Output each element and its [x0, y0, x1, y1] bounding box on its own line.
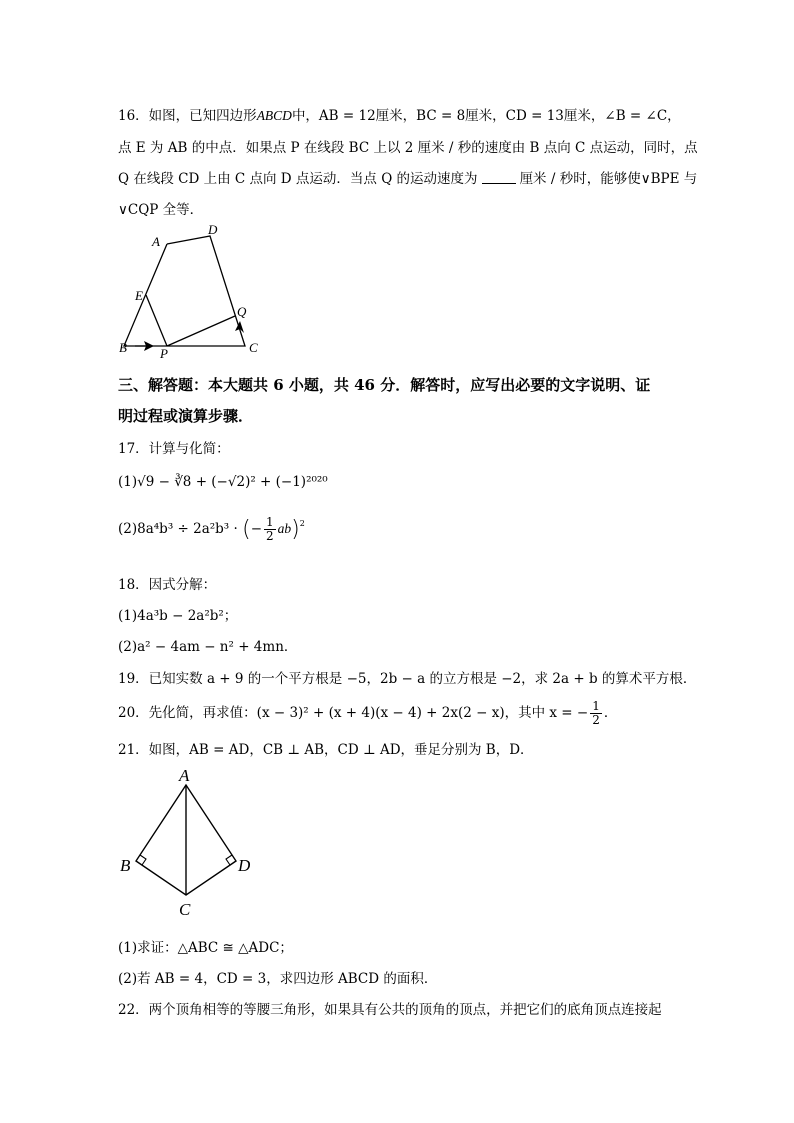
label-c: C: [249, 340, 258, 355]
q21-part2: (2)若 AB = 4，CD = 3，求四边形 ABCD 的面积．: [118, 971, 438, 987]
q17-title: 17．计算与化简：: [118, 441, 230, 457]
q20-line: [118, 700, 617, 727]
q20-end: ．: [603, 705, 618, 721]
label-c: C: [179, 900, 191, 919]
q20-frac-num: 1: [592, 699, 600, 713]
section3-heading-line1: 三、解答题：本大题共 6 小题，共 46 分．解答时，应写出必要的文字说明、证: [118, 376, 651, 394]
q17-frac-den: 2: [266, 529, 274, 543]
answer-blank: [482, 173, 516, 184]
q16-line3-a: Q 在线段 CD 上由 C 点向 D 点运动．当点 Q 的运动速度为: [118, 171, 478, 187]
q21-figure: [112, 765, 262, 920]
segment-pq: [167, 316, 235, 346]
arrow-b-to-p: [135, 341, 154, 351]
q16-line4: ∨CQP 全等．: [118, 202, 204, 218]
q18-part1: (1)4a³b − 2a²b²；: [118, 608, 238, 624]
q17-frac-num: 1: [266, 515, 274, 529]
q16-line1-rest: 中，AB = 12厘米，BC = 8厘米，CD = 13厘米，∠B = ∠C，: [291, 108, 681, 124]
q17-part2-b: ab: [277, 521, 292, 536]
q18-title: 18．因式分解：: [118, 577, 217, 593]
q16-line1-abcd: ABCD: [256, 108, 292, 123]
label-a: A: [152, 234, 160, 249]
paren-open: (: [242, 517, 251, 542]
q16-figure: [110, 222, 270, 360]
label-b: B: [119, 340, 127, 355]
q19-text: 19．已知实数 a + 9 的一个平方根是 −5，2b − a 的立方根是 −2，求 2a + b 的算术平方根．: [118, 671, 697, 687]
label-q: Q: [237, 304, 247, 319]
q22-text: 22．两个顶角相等的等腰三角形，如果具有公共的顶角的顶点，并把它们的底角顶点连接起: [118, 1002, 662, 1018]
q17-part2-exp: 2: [299, 519, 305, 528]
segment-ep: [146, 295, 167, 346]
q16-line1: [118, 104, 681, 124]
label-b: B: [120, 856, 131, 875]
q17-part1: (1)√9 − ∛8 + (−√2)² + (−1)²⁰²⁰: [118, 474, 328, 490]
q21-part1: (1)求证：△ABC ≅ △ADC；: [118, 940, 293, 956]
q17-part2-a: (2)8a⁴b³ ÷ 2a²b³ ·: [118, 521, 238, 537]
q16-line3: [118, 167, 697, 187]
label-p: P: [160, 346, 168, 360]
label-d: D: [238, 856, 251, 875]
label-d: D: [208, 222, 218, 237]
q18-part2: (2)a² − 4am − n² + 4mn．: [118, 639, 298, 655]
q17-part2: (2)8a⁴b³ ÷ 2a²b³ · (− $\frac{1}{2}$ ab)$^2$: [118, 515, 305, 543]
label-e: E: [135, 288, 143, 303]
q16-line3-b: 厘米 / 秒时，能够使∨BPE 与: [519, 171, 698, 187]
q16-line2: 点 E 为 AB 的中点．如果点 P 在线段 BC 上以 2 厘米 / 秒的速度由 B 点向 C 点运动，同时，点: [118, 140, 698, 156]
label-a: A: [179, 766, 190, 785]
q20-fraction: [590, 700, 602, 727]
q16-line1-start: 16．如图，已知四边形: [118, 108, 257, 124]
paren-close: ): [291, 517, 300, 542]
q20-frac-den: 2: [592, 713, 600, 727]
q21-text: 21．如图，AB = AD，CB ⊥ AB，CD ⊥ AD，垂足分别为 B，D．: [118, 742, 534, 758]
section3-heading-line2: 明过程或演算步骤．: [118, 407, 254, 425]
q20-text: 20．先化简，再求值：(x − 3)² + (x + 4)(x − 4) + 2x(2 − x)，其中 x = −: [118, 705, 589, 721]
q17-fraction: [264, 516, 276, 543]
arrow-c-to-q: [235, 321, 244, 333]
